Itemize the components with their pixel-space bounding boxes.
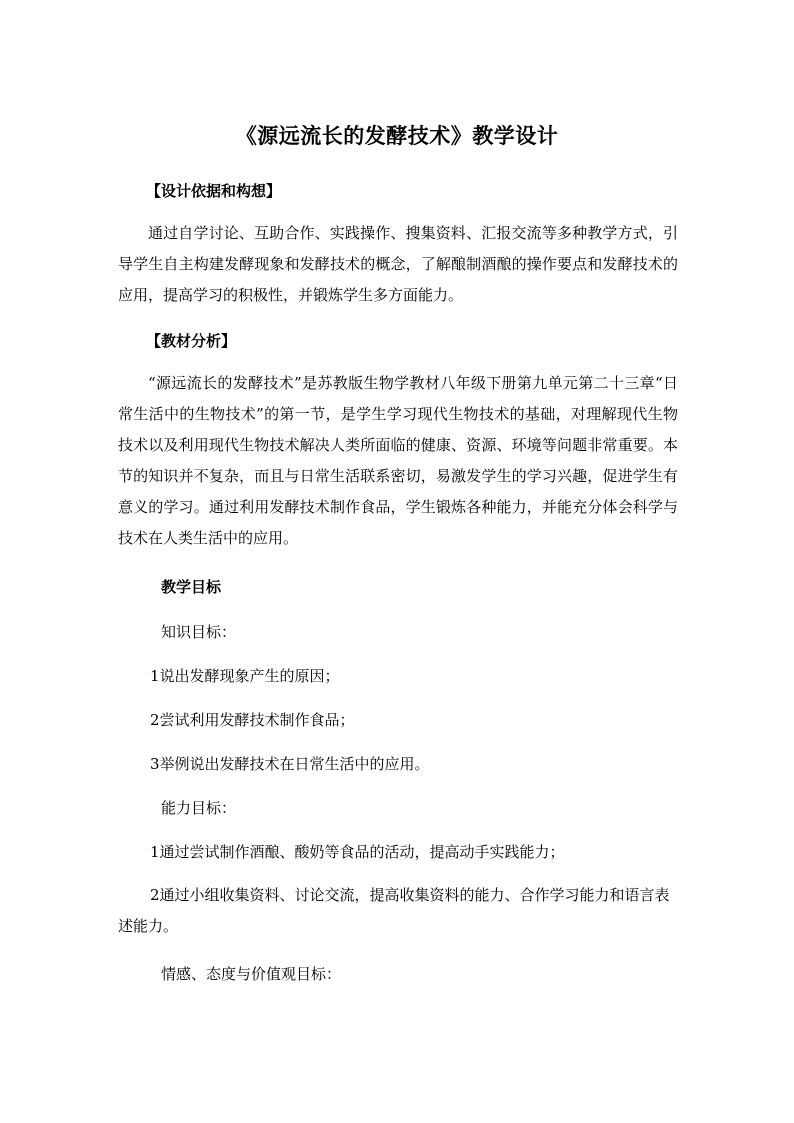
ability-goal-item: 1通过尝试制作酒酿、酸奶等食品的活动，提高动手实践能力； xyxy=(150,843,565,861)
label-knowledge-goals: 知识目标： xyxy=(161,623,237,641)
knowledge-goal-item: 2尝试利用发酵技术制作食品； xyxy=(150,711,355,729)
paragraph-design-basis: 通过自学讨论、互助合作、实践操作、搜集资料、汇报交流等多种教学方式，引导学生自主构建发酵现象和发酵技术的概念，了解酿制酒酿的操作要点和发酵技术的应用，提高学习的积极性，并锻炼学生多方面能力。 xyxy=(118,224,678,304)
knowledge-goal-item: 1说出发酵现象产生的原因； xyxy=(150,667,340,685)
paragraph-textbook-analysis: “源远流长的发酵技术”是苏教版生物学教材八年级下册第九单元第二十三章“日常生活中的生物技术”的第一节，是学生学习现代生物技术的基础，对理解现代生物技术以及利用现代生物技术解决人类所面临的健康、资源、环境等问题非常重要。本节的知识并不复杂，而且与日常生活联系密切，易激发学生的学习兴趣，促进学生有意义的学习。通过利用发酵技术制作食品，学生锻炼各种能力，并能充分体会科学与技术在人类生活中的应用。 xyxy=(118,374,678,547)
ability-goal-item: 2通过小组收集资料、讨论交流，提高收集资料的能力、合作学习能力和语言表述能力。 xyxy=(118,886,670,935)
heading-teaching-goals: 教学目标 xyxy=(161,578,222,596)
knowledge-goal-item: 3举例说出发酵技术在日常生活中的应用。 xyxy=(150,755,430,773)
heading-textbook-analysis: 【教材分析】 xyxy=(146,332,237,350)
label-emotion-goals: 情感、态度与价值观目标： xyxy=(161,965,342,983)
heading-design-basis: 【设计依据和构想】 xyxy=(146,182,282,200)
document-title: 《源远流长的发酵技术》教学设计 xyxy=(235,124,559,148)
label-ability-goals: 能力目标： xyxy=(161,799,237,817)
